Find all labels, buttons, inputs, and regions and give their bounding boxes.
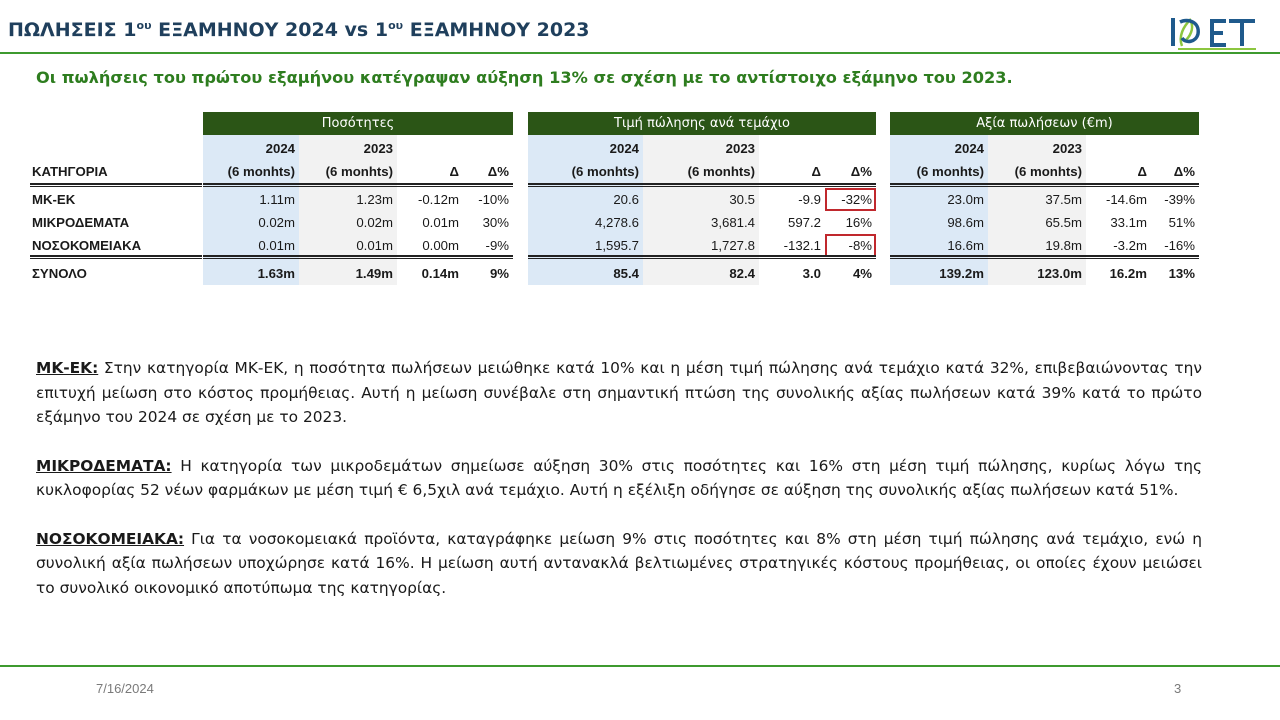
title-superscript: ου: [136, 19, 152, 32]
title-text: ΕΞΑΜΗΝΟΥ 2023: [403, 19, 590, 41]
total-cell: 0.14m: [421, 266, 459, 281]
column-2024: [890, 135, 988, 285]
table-cell: -32%: [825, 188, 876, 211]
table-cell: 19.8m: [1045, 238, 1082, 253]
column-header: [299, 135, 397, 183]
total-cell: 13%: [1168, 266, 1195, 281]
paragraph-text: Στην κατηγορία ΜΚ-ΕΚ, η ποσότητα πωλήσεων μειώθηκε κατά 10% και η μέση τιμή πώλησης ανά τεμάχιο κατά 32%, επιβεβαιώνοντας την επιτυχή μείωση στο κόστος προμήθειας. Αυτή η μείωση συνέβαλε στη σημαντική πτώση της συνολικής αξίας πωλήσεων κατά 39% κατά το πρώτο εξάμηνο του 2024 σε σχέση με το 2023.: [36, 359, 1202, 426]
header-rule: [30, 183, 202, 187]
column-delta-pct: [825, 135, 876, 285]
column-header-year: 2024: [609, 141, 639, 156]
column-header-delta-pct: Δ%: [850, 164, 872, 179]
total-label: ΣΥΝΟΛΟ: [32, 266, 87, 281]
total-cell: 4%: [852, 266, 872, 281]
table-cell: -10%: [478, 192, 509, 207]
category-label: ΝΟΣΟΚΟΜΕΙΑΚΑ: [32, 238, 142, 253]
column-delta-pct: [1151, 135, 1199, 285]
table-cell: 0.02m: [356, 215, 393, 230]
table-cell: 0.01m: [258, 238, 295, 253]
total-cell: 3.0: [802, 266, 821, 281]
column-header-period: (6 monhts): [687, 164, 755, 179]
page-title: [8, 19, 590, 41]
column-header-period: (6 monhts): [1014, 164, 1082, 179]
table-cell: 33.1m: [1110, 215, 1147, 230]
total-cell: 139.2m: [939, 266, 984, 281]
total-rule: [890, 255, 1199, 259]
table-cell: 37.5m: [1045, 192, 1082, 207]
column-header-period: (6 monhts): [227, 164, 295, 179]
table-cell: -3.2m: [1113, 238, 1147, 253]
subtitle: Οι πωλήσεις του πρώτου εξαμήνου κατέγραψαν αύξηση 13% σε σχέση με το αντίστοιχο εξάμηνο του 2023.: [36, 68, 1013, 87]
group-header: Αξία πωλήσεων (€m): [890, 112, 1199, 135]
column-header-delta-pct: Δ%: [1173, 164, 1195, 179]
column-header-period: (6 monhts): [571, 164, 639, 179]
table-cell: -39%: [1164, 192, 1195, 207]
column-header-period: (6 monhts): [325, 164, 393, 179]
column-header-year: 2024: [265, 141, 295, 156]
total-cell: 9%: [489, 266, 509, 281]
column-header: [890, 135, 988, 183]
table-cell: -16%: [1164, 238, 1195, 253]
table-cell: -9%: [485, 238, 509, 253]
column-header-year: 2023: [363, 141, 393, 156]
table-cell: 51%: [1168, 215, 1195, 230]
paragraph-text: Η κατηγορία των μικροδεμάτων σημείωσε αύξηση 30% στις ποσότητες και 16% στη μέση τιμή πώλησης, κυρίως λόγω της κυκλοφορίας 52 νέων φαρμάκων με μέση τιμή € 6,5χιλ ανά τεμάχιο. Αυτή η εξέλιξη οδήγησε σε αύξηση της συνολικής αξίας πωλήσεων κατά 51%.: [36, 456, 1202, 499]
paragraph-lead: ΝΟΣΟΚΟΜΕΙΑΚΑ:: [36, 529, 185, 548]
column-2023: [643, 135, 759, 285]
column-header: [759, 135, 825, 183]
total-rule: [203, 255, 513, 259]
paragraph-lead: ΜΙΚΡΟΔΕΜΑΤΑ:: [36, 456, 172, 475]
column-header-year: 2023: [1052, 141, 1082, 156]
table-group: [890, 112, 1199, 285]
total-rule: [30, 255, 202, 259]
paragraph-lead: ΜΚ-ΕΚ:: [36, 359, 99, 377]
column-header: [203, 135, 299, 183]
column-header: [988, 135, 1086, 183]
column-header: [1086, 135, 1151, 183]
paragraph-mikrodemata: [36, 454, 1202, 503]
column-header-delta: Δ: [449, 164, 459, 179]
table-cell: 20.6: [613, 192, 639, 207]
column-2024: [203, 135, 299, 285]
header-rule: [528, 183, 876, 187]
table-cell: 4,278.6: [595, 215, 639, 230]
title-text: ΠΩΛΗΣΕΙΣ 1: [8, 19, 137, 41]
paragraph-text: Για τα νοσοκομειακά προϊόντα, καταγράφηκε μείωση 9% στις ποσότητες και 8% στη μέση τιμή πώλησης ανά τεμάχιο, ενώ η συνολική αξία πωλήσεων υποχώρησε κατά 16%. Η μείωση αυτή αντανακλά βελτιωμένες στρατηγικές κόστους προμήθειας, οι οποίες έχουν μειώσει το συνολικό οικονομικό αποτύπωμα της κατηγορίας.: [36, 529, 1202, 597]
table-cell: -132.1: [783, 238, 821, 253]
table-group: [528, 112, 876, 285]
group-header: Τιμή πώλησης ανά τεμάχιο: [528, 112, 876, 135]
column-2023: [299, 135, 397, 285]
table-cell: -14.6m: [1105, 192, 1147, 207]
column-header: [643, 135, 759, 183]
column-header: [397, 135, 463, 183]
category-column: [30, 112, 202, 285]
column-header: [1151, 135, 1199, 183]
logo-icon: [1168, 12, 1260, 52]
table-group: [203, 112, 513, 285]
column-header: [463, 135, 513, 183]
table-cell: 98.6m: [947, 215, 984, 230]
column-delta: [1086, 135, 1151, 285]
column-header: [825, 135, 876, 183]
header-rule: [890, 183, 1199, 187]
table-cell: 1.11m: [259, 192, 295, 207]
column-delta-pct: [463, 135, 513, 285]
table-cell: 16%: [845, 215, 872, 230]
column-header-delta: Δ: [811, 164, 821, 179]
total-cell: 82.4: [729, 266, 755, 281]
table-cell: -9.9: [798, 192, 821, 207]
total-cell: 123.0m: [1037, 266, 1082, 281]
table-cell: 23.0m: [947, 192, 984, 207]
column-delta: [397, 135, 463, 285]
title-superscript: ου: [388, 19, 404, 32]
table-cell: -8%: [825, 234, 876, 257]
total-cell: 85.4: [613, 266, 639, 281]
table-cell: 1,595.7: [595, 238, 639, 253]
table-cell: 1.23m: [356, 192, 393, 207]
column-delta: [759, 135, 825, 285]
footer-divider: [0, 665, 1280, 667]
column-header-delta: Δ: [1137, 164, 1147, 179]
category-label: ΜΙΚΡΟΔΕΜΑΤΑ: [32, 215, 130, 230]
column-header: [528, 135, 643, 183]
table-cell: 0.01m: [356, 238, 393, 253]
column-header-delta-pct: Δ%: [487, 164, 509, 179]
table-cell: 16.6m: [947, 238, 984, 253]
column-header-period: (6 monhts): [916, 164, 984, 179]
commentary: [36, 356, 1202, 624]
total-cell: 1.63m: [257, 266, 295, 281]
column-2023: [988, 135, 1086, 285]
column-header-year: 2024: [954, 141, 984, 156]
category-label: ΜΚ-ΕΚ: [32, 192, 76, 207]
table-cell: 30%: [482, 215, 509, 230]
table-cell: 3,681.4: [711, 215, 755, 230]
total-cell: 1.49m: [355, 266, 393, 281]
table-cell: 30.5: [729, 192, 755, 207]
column-header-year: 2023: [725, 141, 755, 156]
total-rule: [528, 255, 876, 259]
table-cell: 597.2: [787, 215, 821, 230]
header-rule: [203, 183, 513, 187]
page-number: 3: [1174, 681, 1182, 696]
table-cell: 0.00m: [422, 238, 459, 253]
column-2024: [528, 135, 643, 285]
table-cell: -0.12m: [417, 192, 459, 207]
company-logo: [1168, 12, 1260, 52]
header-divider: [0, 52, 1280, 54]
table-cell: 1,727.8: [711, 238, 755, 253]
paragraph-nosokomeiaka: [36, 527, 1202, 601]
table-cell: 65.5m: [1045, 215, 1082, 230]
title-text: ΕΞΑΜΗΝΟΥ 2024 vs 1: [151, 19, 389, 41]
category-header: ΚΑΤΗΓΟΡΙΑ: [32, 164, 108, 179]
table-cell: 0.02m: [258, 215, 295, 230]
table-cell: 0.01m: [422, 215, 459, 230]
group-header: Ποσότητες: [203, 112, 513, 135]
total-cell: 16.2m: [1109, 266, 1147, 281]
footer-date: 7/16/2024: [96, 681, 154, 696]
paragraph-mk-ek: [36, 356, 1202, 430]
